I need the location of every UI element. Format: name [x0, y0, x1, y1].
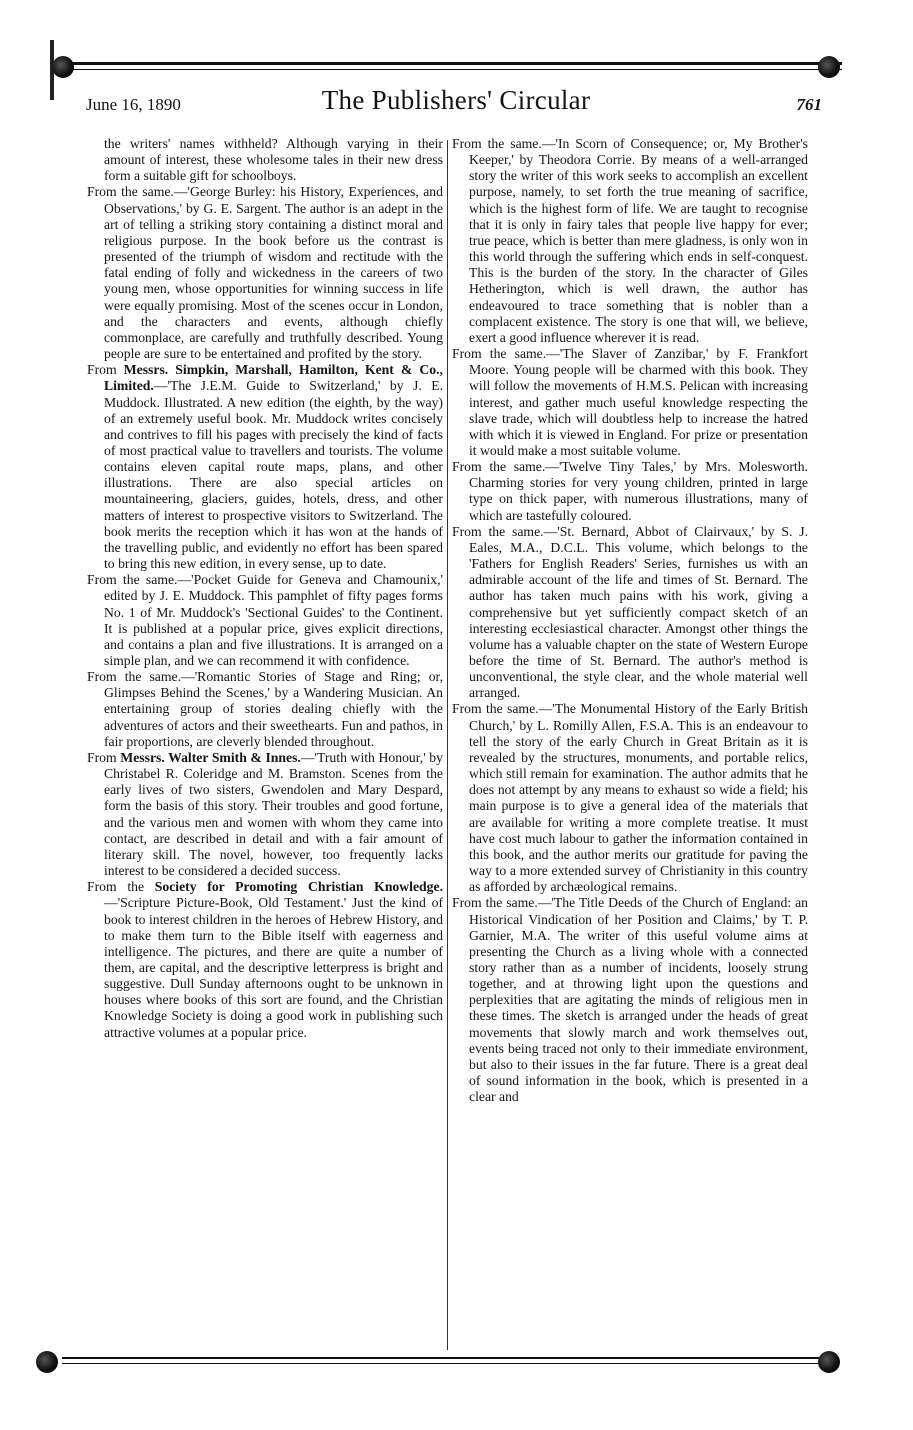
- review-entry: [452, 701, 808, 895]
- page-number: 761: [796, 95, 822, 114]
- entry-text: —'The Title Deeds of the Church of England: an Historical Vindication of her Position and Claims,' by T. P. Garnier, M.A. The writer of this useful volume aims at presenting the Church as a living whole with a connected story rather than as a number of incidents, loosely strung together, and at throwing light upon the questions and perplexities that are agitating the minds of religious men in these times. The sketch is arranged under the heads of great movements that slowly march and work themselves out, events being traced not only to their immediate environment, but also to their issues in the far future. There is a great deal of sound information in the book, which is presented in a clear and: [469, 895, 808, 1105]
- entry-lead: From: [87, 362, 124, 378]
- header-rule-thick: [62, 62, 842, 65]
- entry-lead: From the same.: [452, 136, 542, 151]
- review-entry: [87, 572, 443, 669]
- entry-lead: From the same.: [452, 459, 546, 475]
- review-entry: [452, 895, 808, 1105]
- footer-rule-thin: [62, 1363, 822, 1364]
- entry-lead: From the same.: [452, 895, 538, 911]
- entry-lead: From the same.: [452, 701, 539, 717]
- entry-lead: From: [87, 749, 121, 765]
- entry-text: —'George Burley: his History, Experiences, and Observations,' by G. E. Sargent. The author is an adept in the art of telling a striking story containing a distinct moral and religious purpose. In the book before us the contrast is presented of the triumph of wisdom and rectitude with the fatal ending of folly and wickedness in the careers of two young men, whose opportunities for winning success in life were equally promising. Most of the scenes occur in London, and the characters and events, although chiefly commonplace, are carefully and truthfully described. Young people are sure to be entertained and profited by the story.: [104, 184, 443, 362]
- issue-date: June 16, 1890: [86, 95, 181, 114]
- review-entry: [452, 459, 808, 524]
- left-column: [87, 136, 443, 1041]
- right-column: [452, 136, 808, 1105]
- entry-text: —'Twelve Tiny Tales,' by Mrs. Molesworth. Charming stories for very young children, printed in large type on thick paper, with numerous illustrations, many of which are tastefully coloured.: [469, 459, 808, 523]
- ornament-top-right-icon: [818, 56, 840, 78]
- entry-lead: From the same.: [87, 184, 174, 200]
- review-entry: [87, 362, 443, 572]
- entry-text: the writers' names withheld? Although varying in their amount of interest, these wholesome tales in their new dress form a suitable gift for schoolboys.: [104, 136, 443, 184]
- column-divider: [447, 140, 448, 1350]
- review-entry: [452, 136, 808, 346]
- entry-text: —'Pocket Guide for Geneva and Chamounix,' edited by J. E. Muddock. This pamphlet of fifty pages forms No. 1 of Mr. Muddock's 'Sectional Guides' to the Continent. It is published at a popular price, gives explicit directions, and contains a plan and five illustrations. It is arranged on a simple plan, and we can recommend it with confidence.: [104, 572, 443, 668]
- review-entry: [87, 136, 443, 184]
- review-entry: [87, 184, 443, 362]
- ornament-top-left-icon: [52, 56, 74, 78]
- entry-text: —'The J.E.M. Guide to Switzerland,' by J. E. Muddock. Illustrated. A new edition (the eighth, by the way) of an extremely useful book. Mr. Muddock writes concisely and contrives to fill his pages with precisely the kind of facts of most practical value to travellers and tourists. The volume contains eleven capital route maps, plans, and other illustrations. There are also special articles on mountaineering, glaciers, guides, hotels, dress, and other matters of interest to prospective visitors to Switzerland. The book merits the reception which it has won at the hands of the travelling public, and evidently no effort has been spared to bring this new edition, in every sense, up to date.: [104, 378, 443, 572]
- ornament-bottom-right-icon: [818, 1351, 840, 1373]
- entry-text: —'St. Bernard, Abbot of Clairvaux,' by S. J. Eales, M.A., D.C.L. This volume, which belongs to the 'Fathers for English Readers' Series, furnishes us with an admirable account of the life and times of St. Bernard. The author has taken much pains with his work, giving a comprehensive but yet sufficiently compact sketch of an interesting ecclesiastical character. Amongst other things the volume has a valuable chapter on the state of Western Europe before the time of St. Bernard. The author's method is unconventional, the style clear, and the whole material well arranged.: [469, 523, 808, 701]
- page-title: The Publishers' Circular: [321, 85, 591, 115]
- review-entry: [452, 524, 808, 702]
- entry-text: —'Scripture Picture-Book, Old Testament.' Just the kind of book to interest children in the heroes of Hebrew History, and to make them turn to the Bible itself with eagerness and intelligence. The pictures, and there are quite a number of them, are capital, and the descriptive letterpress is bright and suggestive. Dull Sunday afternoons ought to be unknown in houses where books of this sort are found, and the Christian Knowledge Society is doing a good work in publishing such attractive volumes at a popular price.: [104, 895, 443, 1040]
- review-entry: [87, 669, 443, 750]
- entry-lead: From the same.: [452, 346, 547, 362]
- entry-lead: From the same.: [452, 523, 544, 539]
- entry-text: —'In Scorn of Consequence; or, My Brother's Keeper,' by Theodora Corrie. By means of a well-arranged story the writer of this work seeks to accomplish an excellent purpose, namely, to set forth the true meaning of sacrifice, which is the highest form of life. We are taught to recognise that it is only in fairy tales that people live happy for ever; true peace, which is better than mere gladness, is only won in this world through the suffering which ends in self-conquest. This is the burden of the story. In the character of Giles Hetherington, which is well drawn, the author has endeavoured to trace something that is nobler than a complacent existence. The story is one that will, we believe, exert a good influence wherever it is read.: [469, 136, 808, 345]
- review-entry: [87, 879, 443, 1041]
- publisher-name: Messrs. Simpkin, Marshall, Hamilton, Kent & Co., Limited.: [104, 362, 443, 394]
- publisher-name: Society for Promoting Christian Knowledge.: [154, 879, 443, 895]
- entry-text: —'The Monumental History of the Early British Church,' by L. Romilly Allen, F.S.A. This is an endeavour to tell the story of the early Church in Great Britain as it is revealed by the structures, monuments, and portable relics, which still remain for examination. The author admits that he does not attempt by any means to exhaust so wide a field; his main purpose is to give a general idea of the materials that are available for writing a more complete treatise. It must have cost much labour to gather the information contained in this book, and the author merits our gratitude for paving the way to a more extended survey of Christianity in this country as afforded by archæological remains.: [469, 701, 808, 895]
- page-header: [86, 85, 826, 125]
- entry-lead: From the same.: [87, 572, 178, 588]
- entry-lead: From the same.: [87, 669, 182, 685]
- header-rule-thin: [62, 69, 842, 70]
- ornament-bottom-left-icon: [36, 1351, 58, 1373]
- entry-text: —'Romantic Stories of Stage and Ring; or, Glimpses Behind the Scenes,' by a Wandering Musician. An entertaining group of stories dealing chiefly with the adventures of actors and their sweethearts. Fun and pathos, in fair proportions, are cleverly blended throughout.: [104, 669, 443, 749]
- entry-text: —'The Slaver of Zanzibar,' by F. Frankfort Moore. Young people will be charmed with this book. They will follow the movements of H.M.S. Pelican with increasing interest, and gather much useful knowledge respecting the slave trade, which will doubtless help to increase the hatred with which it is viewed in England. For prize or presentation it would make a most suitable volume.: [469, 346, 808, 458]
- review-entry: [87, 750, 443, 879]
- footer-rule-thick: [62, 1357, 822, 1359]
- entry-lead: From the: [87, 879, 155, 895]
- review-entry: [452, 346, 808, 459]
- entry-text: —'Truth with Honour,' by Christabel R. Coleridge and M. Bramston. Scenes from the early lives of two sisters, Gwendolen and Mary Despard, form the basis of this story. Their troubles and good fortune, and the various men and women with whom they came into contact, are described in detail and with a fair amount of literary skill. The novel, however, too frequently lacks interest to be considered a decided success.: [104, 749, 443, 879]
- publisher-name: Messrs. Walter Smith & Innes.: [120, 749, 301, 765]
